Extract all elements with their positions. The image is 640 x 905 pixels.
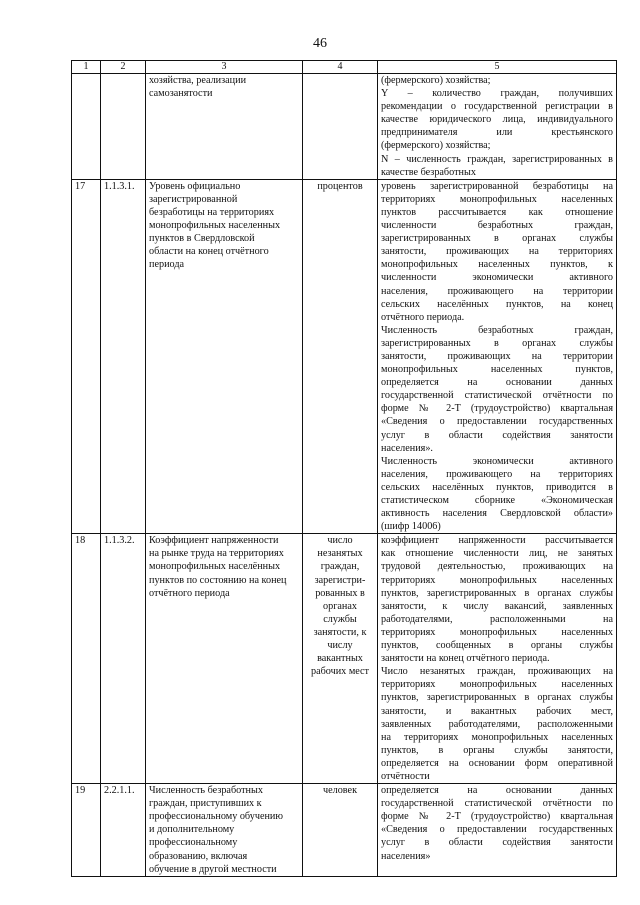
table-row-continuation <box>72 74 617 180</box>
definition-line: определяется на основании данных <box>381 785 613 797</box>
name-line: Уровень официально <box>149 180 241 192</box>
definition-line: монопрофильных населенных пунктов, к <box>381 259 613 271</box>
definition-line: качестве безработных <box>381 166 476 178</box>
code-cell: 2.2.1.1. <box>101 784 146 877</box>
definition-line: отчётности <box>381 770 430 782</box>
definition-line: пунктов рассчитывается как отношение <box>381 206 613 218</box>
definition-line: пунктов, зарегистрированных в органах службы <box>381 587 613 599</box>
indicator-name-cell <box>146 534 303 784</box>
definition-line: занятости на конец отчётного периода. <box>381 653 550 665</box>
definition-line: государственной статистической отчётности по <box>381 390 613 402</box>
definition-line: сельских населённых пунктов, приводится в <box>381 481 613 493</box>
index-cell: 18 <box>72 534 101 784</box>
definition-line: на территориях монопрофильных населенных <box>381 731 613 743</box>
header-cell-5: 5 <box>378 61 617 74</box>
unit-cell <box>303 74 378 180</box>
unit-line: рованных в <box>315 587 365 599</box>
definition-line: статистическом сборнике «Экономическая <box>381 495 613 506</box>
definition-line: определяется на основании форм оперативной <box>381 757 613 769</box>
name-line: хозяйства, реализации <box>149 75 247 86</box>
definition-line: форме № 2-Т (трудоустройство) квартальная <box>381 811 613 823</box>
definition-line: численности экономически активного <box>381 272 613 284</box>
unit-line: органах <box>323 600 357 612</box>
definition-line: услуг в области содействия занятости <box>381 837 613 849</box>
name-line: на рынке труда на территориях <box>149 548 284 560</box>
definition-line: N – численность граждан, зарегистрированных в <box>381 153 613 165</box>
definition-line: зарегистрированных в органах службы <box>381 337 613 349</box>
header-cell-3: 3 <box>146 61 303 74</box>
name-line: области на конец отчётного <box>149 246 269 258</box>
definition-line: пунктов, зарегистрированных в органах службы <box>381 692 613 704</box>
unit-line: числу <box>327 640 353 652</box>
definition-line: услуг в области содействия занятости <box>381 429 613 441</box>
name-line: и дополнительному <box>149 824 235 836</box>
definition-line: пунктов, в органы службы занятости, <box>381 744 613 756</box>
definition-line: государственной статистической отчётности по <box>381 798 613 810</box>
definition-line: уровень зарегистрированной безработицы на <box>381 180 613 192</box>
definition-line: населения, проживающего на территории <box>381 285 613 297</box>
index-cell: 19 <box>72 784 101 877</box>
indicator-name-cell <box>146 179 303 534</box>
header-cell-1: 1 <box>72 61 101 74</box>
definition-line: отчётного периода. <box>381 311 465 323</box>
definition-cell <box>378 784 617 877</box>
unit-line: занятости, к <box>313 626 367 638</box>
definition-line: активность населения Свердловской области» <box>381 508 613 520</box>
definition-line: «Сведения о предоставлении государственных <box>381 824 613 836</box>
definition-line: коэффициент напряженности рассчитывается <box>381 535 613 547</box>
unit-line: число <box>327 535 353 547</box>
indicator-name-cell <box>146 74 303 180</box>
definition-line: как отношение численности лиц, не занятых <box>381 548 613 560</box>
unit-line: рабочих мест <box>310 666 370 678</box>
definition-line: трудовой деятельностью, проживающих на <box>381 561 613 573</box>
unit-line: службы <box>323 613 357 625</box>
header-cell-4: 4 <box>303 61 378 74</box>
definition-line: (фермерского) хозяйства; <box>381 75 491 86</box>
name-line: пунктов в Свердловской <box>149 233 255 245</box>
unit-line: человек <box>322 785 358 797</box>
unit-line: граждан, <box>320 561 360 573</box>
definition-line: (фермерского) хозяйства; <box>381 140 491 152</box>
definition-line: занятости, и вакантных рабочих мест, <box>381 705 613 717</box>
definition-line: Число незанятых граждан, проживающих на <box>381 666 613 678</box>
definition-line: монопрофильных населенных пунктов, <box>381 364 613 376</box>
definition-line: территориях монопрофильных населенных <box>381 574 613 586</box>
definition-cell <box>378 534 617 784</box>
definition-line: Численность безработных граждан, <box>381 324 613 336</box>
table-row <box>72 179 617 534</box>
definition-line: (шифр 14006) <box>381 521 441 533</box>
definition-line: занятости, проживающих на территориях <box>381 246 613 258</box>
definition-line: Численность экономически активного <box>381 455 613 467</box>
definition-line: работодателями, расположенными на <box>381 613 613 625</box>
name-line: профессиональному обучению <box>149 811 283 823</box>
name-line: отчётного периода <box>149 587 230 599</box>
name-line: профессиональному <box>149 837 238 849</box>
name-line: безработицы на территориях <box>149 206 275 218</box>
definition-line: зарегистрированных в органах службы <box>381 233 613 245</box>
name-line: периода <box>149 259 185 271</box>
index-cell: 17 <box>72 179 101 534</box>
definition-line: населения» <box>381 850 431 862</box>
header-cell-2: 2 <box>101 61 146 74</box>
definition-cell <box>378 74 617 180</box>
name-line: Численность безработных <box>149 785 263 797</box>
name-line: монопрофильных населённых <box>149 561 281 573</box>
page-number: 46 <box>313 36 327 51</box>
definition-line: территориях монопрофильных населенных <box>381 626 613 638</box>
definition-cell <box>378 179 617 534</box>
name-line: образованию, включая <box>149 850 248 862</box>
definition-line: занятости, к числу вакансий, заявленных <box>381 600 613 612</box>
name-line: Коэффициент напряженности <box>149 535 279 547</box>
definition-line: качестве юридического лица, индивидуального <box>381 114 613 126</box>
table-row <box>72 784 617 877</box>
unit-line: незанятых <box>317 548 363 560</box>
name-line: пунктов по состоянию на конец <box>149 574 287 586</box>
definition-line: населения». <box>381 442 433 454</box>
definition-line: численности безработных граждан, <box>381 220 613 232</box>
definition-line: рекомендации о государственной регистрации в <box>381 101 613 113</box>
code-cell <box>101 74 146 180</box>
definition-line: территориях монопрофильных населенных <box>381 193 613 205</box>
definition-line: форме № 2-Т (трудоустройство) квартальная <box>381 403 613 415</box>
name-line: монопрофильных населенных <box>149 220 281 232</box>
unit-line: вакантных <box>317 653 363 665</box>
definition-line: сельских населённых пунктов, на конец <box>381 298 613 310</box>
code-cell: 1.1.3.1. <box>101 179 146 534</box>
definition-line: определяется на основании данных <box>381 377 613 389</box>
definition-line: предпринимателя или крестьянского <box>381 127 613 139</box>
definition-line: пунктов, сообщенных в органы службы <box>381 640 613 652</box>
indicators-table <box>71 60 617 877</box>
definition-line: «Сведения о предоставлении государственных <box>381 416 613 428</box>
unit-line: зарегистри- <box>314 574 366 586</box>
definition-line: территориях монопрофильных населенных <box>381 679 613 691</box>
index-cell <box>72 74 101 180</box>
indicator-name-cell <box>146 784 303 877</box>
definition-line: Y – количество граждан, получивших <box>381 88 613 100</box>
table-row <box>72 534 617 784</box>
name-line: граждан, приступивших к <box>149 798 262 810</box>
table-header-row <box>72 61 617 74</box>
code-cell: 1.1.3.2. <box>101 534 146 784</box>
unit-line: процентов <box>317 180 363 192</box>
unit-cell <box>303 534 378 784</box>
unit-cell <box>303 784 378 877</box>
unit-cell <box>303 179 378 534</box>
name-line: самозанятости <box>149 88 213 100</box>
definition-line: занятости, проживающих на территории <box>381 350 613 362</box>
definition-line: населения, проживающего на территориях <box>381 468 613 480</box>
name-line: зарегистрированной <box>149 193 238 205</box>
definition-line: заявленных работодателями, расположенными <box>381 718 613 730</box>
name-line: обучение в другой местности <box>149 863 277 875</box>
